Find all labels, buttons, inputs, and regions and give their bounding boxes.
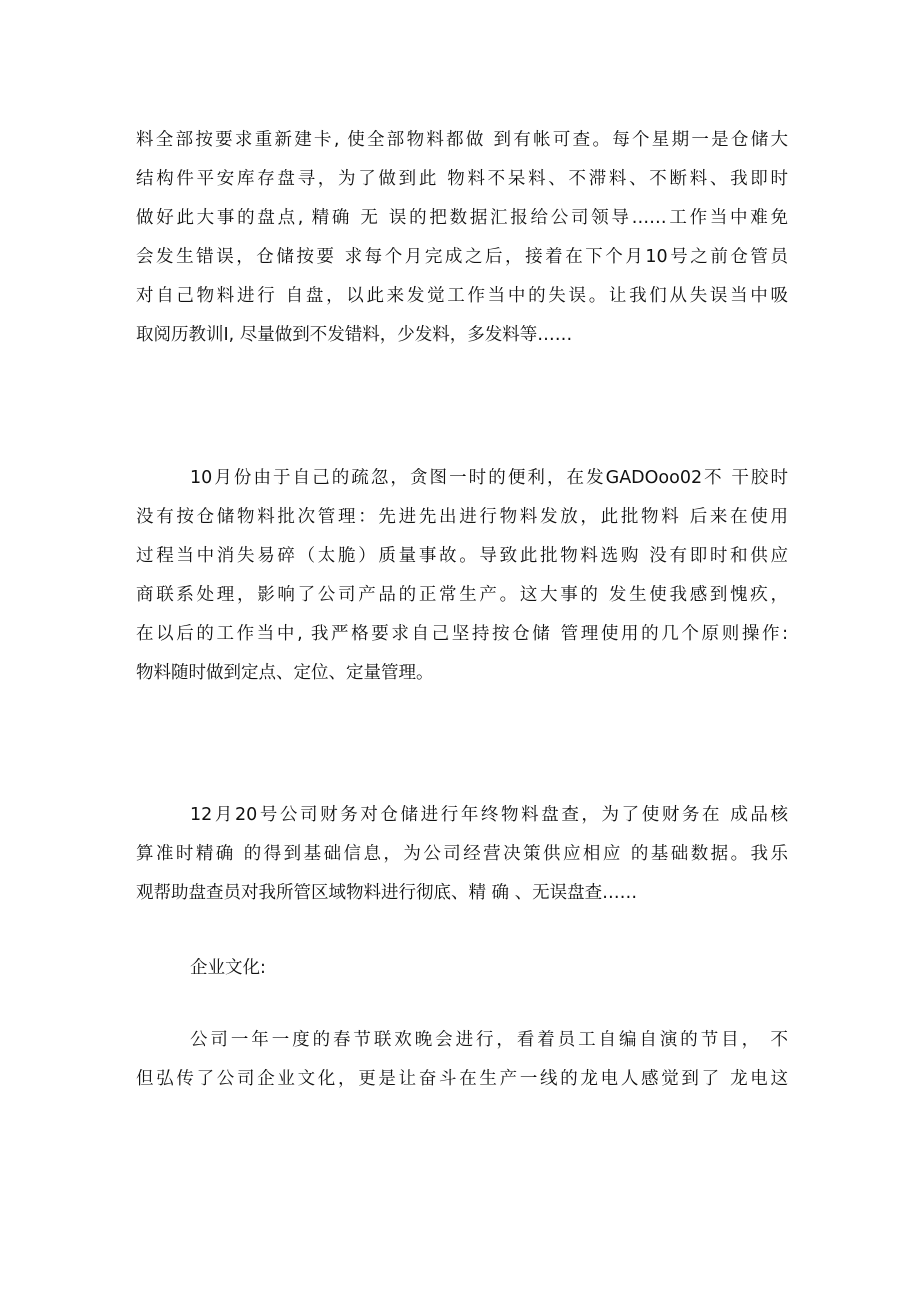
text-line: 会发生错误，仓储按要 求每个月完成之后，接着在下个月10号之前仓管员 xyxy=(136,247,788,267)
text-line: 但弘传了公司企业文化，更是让奋斗在生产一线的龙电人感觉到了 龙电这 xyxy=(136,1069,788,1089)
text-line: 算准时精确 的得到基础信息，为公司经营决策供应相应 的基础数据。我乐 xyxy=(136,844,788,864)
text-line: 过程当中消失易碎（太脆）质量事故。导致此批物料选购 没有即时和供应 xyxy=(136,546,788,566)
text-line: 料全部按要求重新建卡, 使全部物料都做 到有帐可查。每个星期一是仓储大 xyxy=(136,130,788,150)
text-line: 商联系处理，影响了公司产品的正常生产。这大事的 发生使我感到愧疚， xyxy=(136,585,788,605)
text-line: 观帮助盘查员对我所管区域物料进行彻底、精 确 、无误盘查…… xyxy=(136,883,638,903)
text-line: 对自己物料进行 自盘，以此来发觉工作当中的失误。让我们从失误当中吸 xyxy=(136,286,788,306)
section-heading: 企业文化: xyxy=(190,958,266,978)
text-line: 没有按仓储物料批次管理：先进先出进行物料发放，此批物料 后来在使用 xyxy=(136,507,788,527)
text-line: 结构件平安库存盘寻，为了做到此 物料不呆料、不滞料、不断料、我即时 xyxy=(136,169,788,189)
text-line: 10月份由于自己的疏忽，贪图一时的便利，在发GADOoo02不 干胶时 xyxy=(190,468,788,488)
text-line: 在以后的工作当中, 我严格要求自己坚持按仓储 管理使用的几个原则操作: xyxy=(136,624,788,644)
text-line: 公司一年一度的春节联欢晚会进行，看着员工自编自演的节目， 不 xyxy=(190,1030,788,1050)
text-line: 物料随时做到定点、定位、定量管理。 xyxy=(136,663,434,683)
text-line: 做好此大事的盘点, 精确 无 误的把数据汇报给公司领导……工作当中难免 xyxy=(136,208,788,228)
text-line: 取阅历教训I, 尽量做到不发错料，少发料，多发料等…… xyxy=(136,325,573,345)
text-line: 12月20号公司财务对仓储进行年终物料盘查，为了使财务在 成品核 xyxy=(190,805,788,825)
